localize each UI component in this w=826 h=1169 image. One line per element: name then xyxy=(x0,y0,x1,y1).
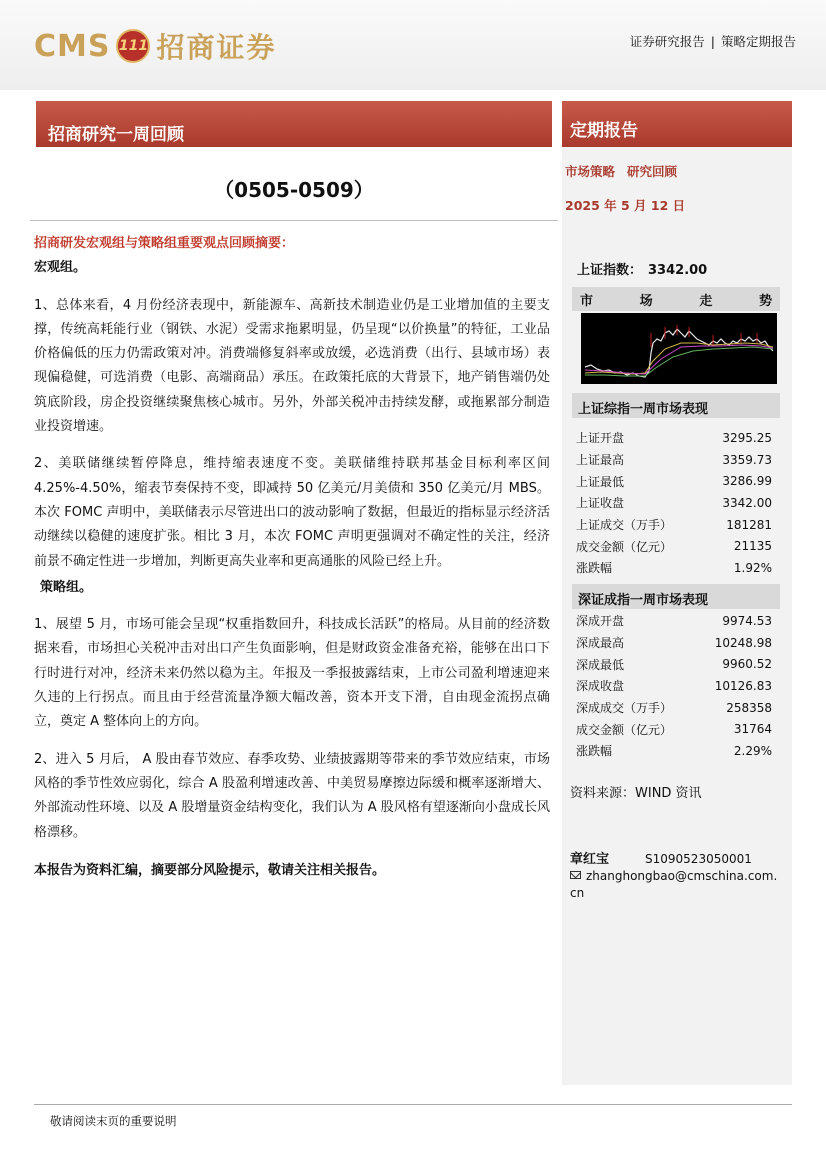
row-value: 10248.98 xyxy=(714,635,772,650)
summary-intro: 招商研发宏观组与策略组重要观点回顾摘要： xyxy=(34,236,295,251)
report-type-header xyxy=(630,32,796,50)
trend-char: 势 xyxy=(758,293,772,309)
logo-badge-icon: 111 xyxy=(116,29,150,63)
row-label: 上证成交（万手） xyxy=(576,518,673,533)
title-bar xyxy=(36,101,552,147)
row-value: 3359.73 xyxy=(722,452,772,467)
sidebar-tags xyxy=(565,162,689,180)
analyst-license-id: S1090523050001 xyxy=(645,852,752,866)
trend-char: 场 xyxy=(639,293,653,309)
row-label: 涨跌幅 xyxy=(576,561,613,576)
macro-paragraph-1: 1、总体来看，4 月份经济表现中，新能源车、高新技术制造业仍是工业增加值的主要支撑，传统高耗能行业（钢铁、水泥）受需求拖累明显，仍呈现“以价换量”的特征，工业品价格偏低的压力仍需政策对冲。消费端修复斜率或放缓，必选消费（出行、县域市场）表现偏稳健，可选消费（电影、高端商品）承压。在政策托底的大背景下，地产销售端仍处筑底阶段，房企投资继续聚焦核心城市。另外，外部关税冲击持续发酵，或拖累部分制造业投资增速。 xyxy=(34,297,550,435)
data-source-note: 资料来源：WIND 资讯 xyxy=(570,786,702,801)
row-label: 深成开盘 xyxy=(576,614,625,629)
row-value: 181281 xyxy=(726,517,772,532)
row-label: 上证开盘 xyxy=(576,431,625,446)
szse-weekly-table xyxy=(576,610,772,762)
disclaimer-note: 本报告为资料汇编，摘要部分风险提示，敬请关注相关报告。 xyxy=(34,862,386,878)
row-value: 21135 xyxy=(733,539,772,554)
row-label: 深成收盘 xyxy=(576,679,625,694)
logo-chinese-name: 招商证券 xyxy=(156,31,277,64)
trend-char: 市 xyxy=(580,293,594,309)
row-value: 258358 xyxy=(726,700,772,715)
table-row xyxy=(576,535,772,557)
candlestick-series xyxy=(585,329,773,377)
macro-section-title: 宏观组。 xyxy=(34,260,87,276)
row-value: 9974.53 xyxy=(722,613,772,628)
index-value: 3342.00 xyxy=(648,263,708,278)
footer-note: 敬请阅读末页的重要说明 xyxy=(50,1114,177,1128)
row-label: 上证收盘 xyxy=(576,496,625,511)
company-logo xyxy=(34,24,277,68)
strategy-paragraph-1: 1、展望 5 月，市场可能会呈现“权重指数回升，科技成长活跃”的格局。从目前的经济数据来看，市场担心关税冲击对出口产生负面影响，但是财政资金准备充裕，能够在出口下行时进行对冲，经济未来仍然以稳为主。年报及一季报披露结束，上市公司盈利增速迎来久违的上行拐点。而且由于经营流量净额大幅改善，资本开支下滑，自由现金流拐点确立，奠定 A 整体向上的方向。 xyxy=(34,617,550,730)
row-value: 31764 xyxy=(733,722,772,737)
row-value: 3342.00 xyxy=(722,495,772,510)
table-row xyxy=(576,632,772,654)
market-trend-chart xyxy=(581,313,777,384)
row-value: 1.92% xyxy=(733,560,772,575)
table-row xyxy=(576,740,772,762)
row-label: 深成最高 xyxy=(576,636,625,651)
logo-cms-text: CMS xyxy=(34,28,111,64)
analyst-email[interactable]: zhanghongbao@cmschina.com.cn xyxy=(570,869,778,900)
index-label: 上证指数： xyxy=(577,263,643,278)
title-divider xyxy=(30,220,558,221)
table-row xyxy=(576,610,772,632)
analyst-name: 章红宝 xyxy=(570,852,610,867)
main-content xyxy=(34,232,550,883)
strategy-section-title: 策略组。 xyxy=(40,579,93,595)
market-trend-header xyxy=(572,287,780,311)
period-subtitle: （0505-0509） xyxy=(214,178,374,202)
table-row xyxy=(576,718,772,740)
macro-paragraph-2: 2、美联储继续暂停降息，维持缩表速度不变。美联储维持联邦基金目标利率区间 4.25%-4.50%，缩表节奏保持不变，即减持 50 亿美元/月美债和 350 亿美元/月 MBS。本次 FOMC 声明中，美联储表示尽管进出口的波动影响了数据，但最近的指标显示经济活动继续以稳健的速度扩张。相比 3 月，本次 FOMC 声明更强调对不确定性的关注，经济前景不确定性进一步增加，判断更高失业率和更高通胀的风险已经上升。 xyxy=(34,456,550,569)
row-label: 上证最高 xyxy=(576,453,625,468)
table-row xyxy=(576,653,772,675)
row-label: 上证最低 xyxy=(576,474,625,489)
row-label: 深成成交（万手） xyxy=(576,701,673,716)
row-label: 成交金额（亿元） xyxy=(576,539,673,554)
table-row xyxy=(576,557,772,579)
row-label: 涨跌幅 xyxy=(576,744,613,759)
sidebar-heading: 定期报告 xyxy=(570,121,638,141)
table-row xyxy=(576,470,772,492)
row-value: 9960.52 xyxy=(722,657,772,672)
szse-table-title: 深证成指一周市场表现 xyxy=(572,584,780,609)
table-row xyxy=(576,427,772,449)
header-separator: | xyxy=(710,34,715,49)
table-row xyxy=(576,514,772,536)
analyst-email-row xyxy=(570,868,782,902)
footer-divider xyxy=(34,1104,792,1105)
table-row xyxy=(576,449,772,471)
mail-icon xyxy=(570,871,581,879)
row-value: 2.29% xyxy=(733,743,772,758)
table-row xyxy=(576,675,772,697)
row-label: 成交金额（亿元） xyxy=(576,722,673,737)
sse-weekly-table xyxy=(576,427,772,579)
tag-research-review: 研究回顾 xyxy=(627,164,678,179)
row-label: 深成最低 xyxy=(576,657,625,672)
tag-market-strategy: 市场策略 xyxy=(565,164,616,179)
sidebar-heading-bar xyxy=(562,101,792,147)
sse-table-title: 上证综指一周市场表现 xyxy=(572,393,780,418)
report-category: 策略定期报告 xyxy=(720,34,796,49)
row-value: 10126.83 xyxy=(714,678,772,693)
sse-index-summary xyxy=(577,259,707,278)
report-date: 2025 年 5 月 12 日 xyxy=(565,198,686,213)
strategy-paragraph-2: 2、进入 5 月后， A 股由春节效应、春季攻势、业绩披露期等带来的季节效应结束，市场风格的季节性效应弱化，综合 A 股盈利增速改善、中美贸易摩擦边际缓和概率逐渐增大、外部流动性环境、以及 A 股增量资金结构变化，我们认为 A 股风格有望逐渐向小盘成长风格漂移。 xyxy=(34,751,550,840)
report-type: 证券研究报告 xyxy=(629,34,705,49)
table-row xyxy=(576,697,772,719)
row-value: 3295.25 xyxy=(722,430,772,445)
analyst-info xyxy=(570,848,752,867)
page-title: 招商研究一周回顾 xyxy=(48,125,184,145)
trend-char: 走 xyxy=(699,293,713,309)
table-row xyxy=(576,492,772,514)
row-value: 3286.99 xyxy=(722,474,772,489)
